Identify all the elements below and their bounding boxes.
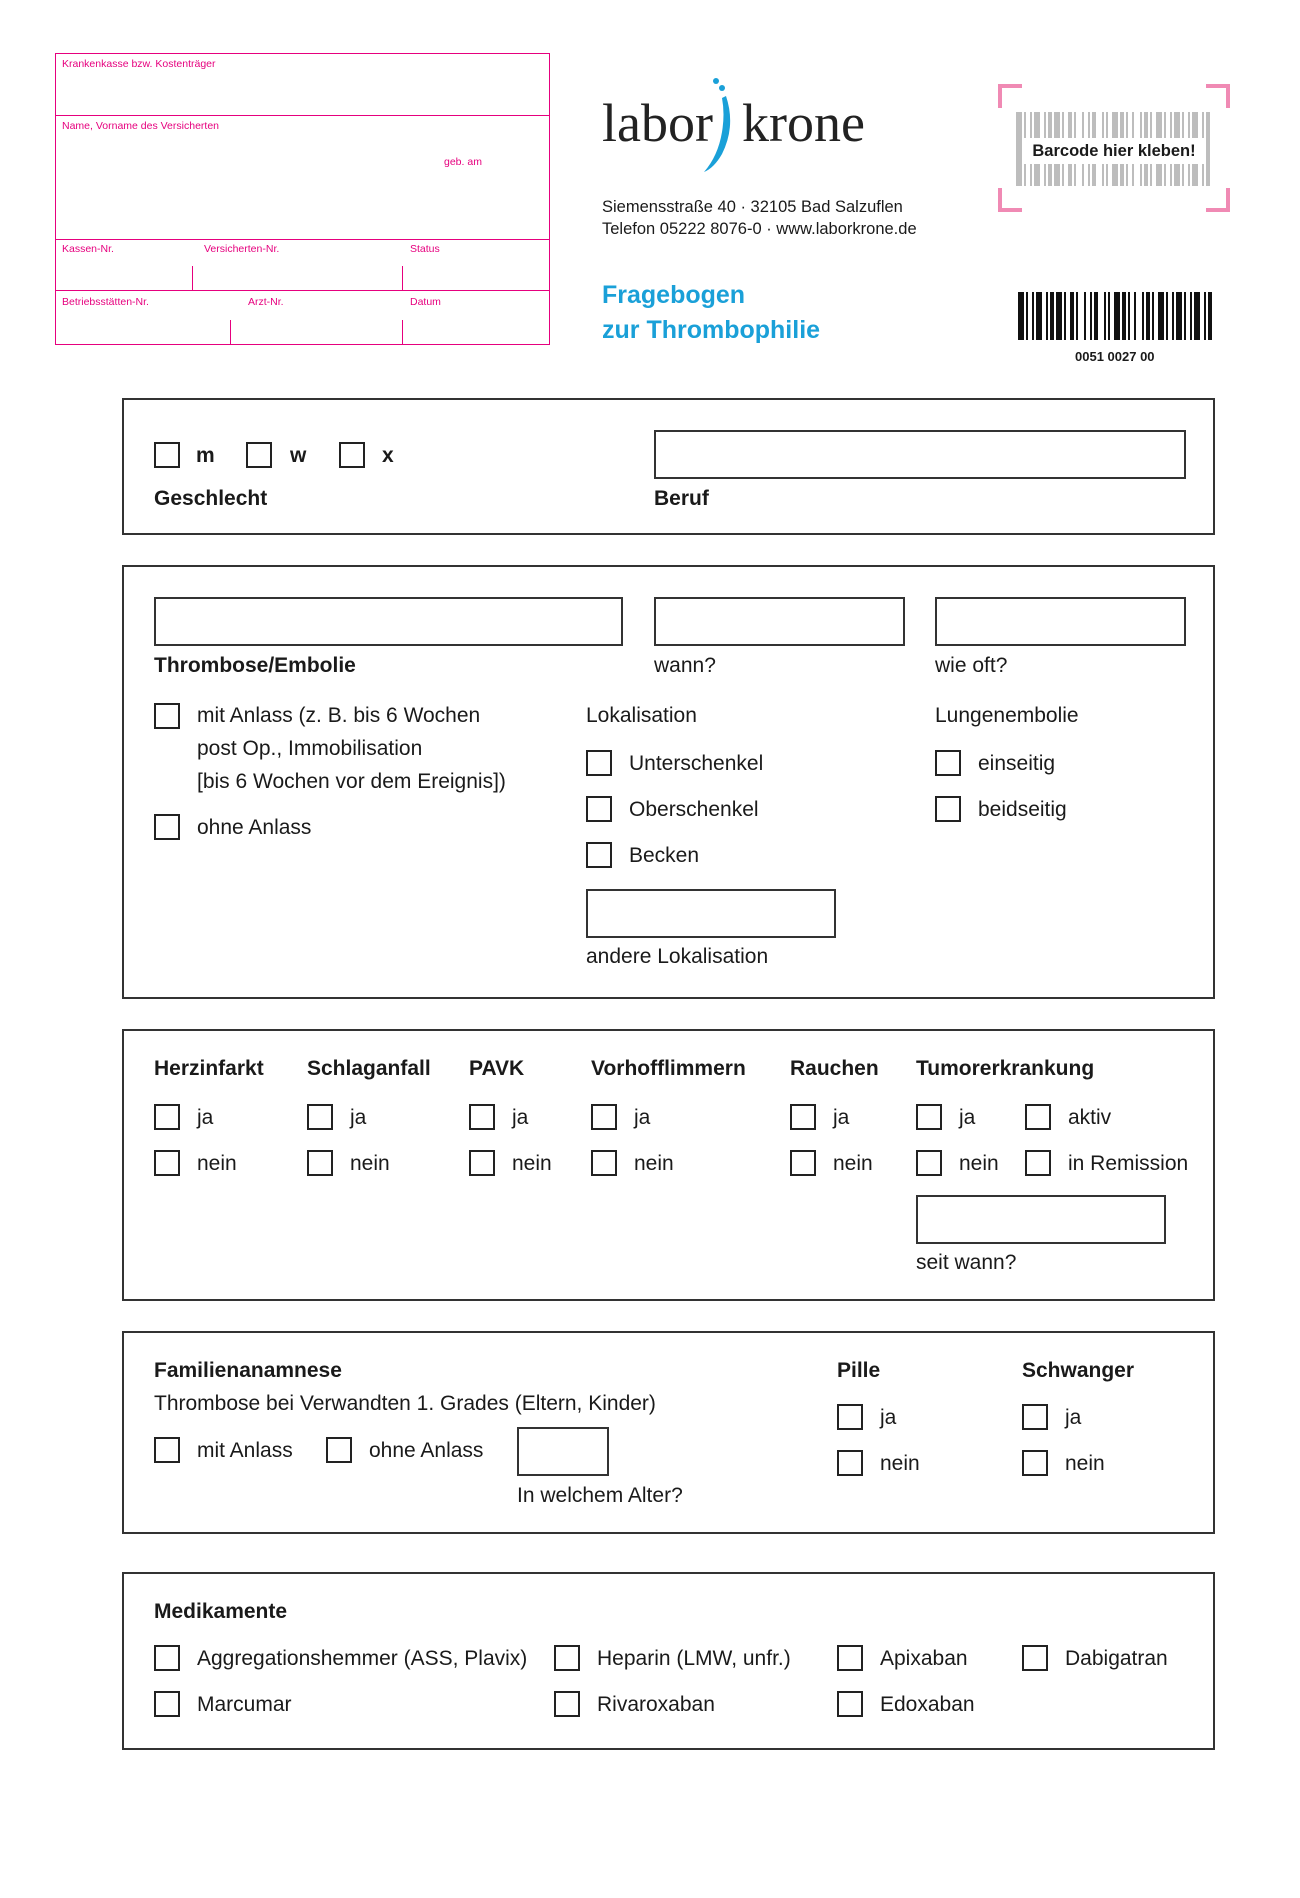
thrombose-input[interactable] — [154, 597, 623, 646]
unterschenkel-label: Unterschenkel — [629, 752, 764, 775]
checkbox-vorhofflimmern-nein[interactable] — [591, 1150, 617, 1176]
barcode-stripe — [1194, 292, 1200, 340]
checkbox-tumor-nein[interactable] — [916, 1150, 942, 1176]
lab-address: Siemensstraße 40 · 32105 Bad Salzuflen — [602, 198, 903, 216]
barcode-stripe — [1146, 292, 1150, 340]
checkbox-mit-anlass[interactable] — [154, 703, 180, 729]
familie-ohne-anlass-label: ohne Anlass — [369, 1439, 484, 1462]
corner-mark — [1206, 84, 1230, 108]
barcode-stripe — [1208, 292, 1212, 340]
barcode-stripe — [1172, 292, 1174, 340]
lungenembolie-label: Lungenembolie — [935, 704, 1079, 727]
insurance-form-block — [55, 53, 550, 345]
ja-label: ja — [350, 1106, 367, 1129]
checkbox-schlaganfall-ja[interactable] — [307, 1104, 333, 1130]
remission-label: in Remission — [1068, 1152, 1189, 1175]
barcode-stripe — [1036, 292, 1042, 340]
kassen-nr-label: Kassen-Nr. — [62, 243, 114, 255]
corner-mark — [1206, 188, 1230, 212]
nein-label: nein — [833, 1152, 873, 1175]
checkbox-schwanger-nein[interactable] — [1022, 1450, 1048, 1476]
thrombose-label: Thrombose/Embolie — [154, 654, 356, 677]
nein-label: nein — [880, 1452, 920, 1475]
checkbox-oberschenkel[interactable] — [586, 796, 612, 822]
divider — [56, 290, 549, 291]
barcode-stripe — [1070, 292, 1074, 340]
barcode-stripe — [1050, 292, 1054, 340]
barcode-stripe — [1142, 292, 1144, 340]
familie-label: Familienanamnese — [154, 1359, 342, 1382]
checkbox-rauchen-nein[interactable] — [790, 1150, 816, 1176]
nein-label: nein — [197, 1152, 237, 1175]
aggregationshemmer-label: Aggregationshemmer (ASS, Plavix) — [197, 1647, 528, 1670]
checkbox-pavk-nein[interactable] — [469, 1150, 495, 1176]
logo-swoosh-icon — [700, 76, 748, 176]
logo — [602, 93, 713, 153]
sticker-label: Barcode hier kleben! — [1032, 142, 1196, 160]
beidseitig-label: beidseitig — [978, 798, 1067, 821]
seit-wann-label: seit wann? — [916, 1251, 1017, 1274]
checkbox-pille-ja[interactable] — [837, 1404, 863, 1430]
barcode-stripe — [1016, 112, 1022, 186]
barcode-stripe — [1104, 292, 1106, 340]
barcode-stripe — [1152, 292, 1154, 340]
barcode-number: 0051 0027 00 — [1075, 349, 1155, 364]
arzt-nr-label: Arzt-Nr. — [248, 296, 284, 308]
checkbox-vorhofflimmern-ja[interactable] — [591, 1104, 617, 1130]
edoxaban-label: Edoxaban — [880, 1693, 975, 1716]
barcode-stripe — [1166, 292, 1168, 340]
checkbox-herzinfarkt-ja[interactable] — [154, 1104, 180, 1130]
ja-label: ja — [1065, 1406, 1082, 1429]
checkbox-schlaganfall-nein[interactable] — [307, 1150, 333, 1176]
barcode-icon — [1018, 292, 1214, 340]
barcode-stripe — [1076, 292, 1078, 340]
barcode-stripe — [1128, 292, 1130, 340]
barcode-stripe — [1206, 112, 1210, 186]
barcode-stripe — [1134, 292, 1136, 340]
mit-anlass-line3: [bis 6 Wochen vor dem Ereignis]) — [197, 770, 506, 793]
datum-label: Datum — [410, 296, 441, 308]
checkbox-m[interactable] — [154, 442, 180, 468]
tick — [230, 320, 231, 344]
mit-anlass-line2: post Op., Immobilisation — [197, 737, 423, 760]
nein-label: nein — [1065, 1452, 1105, 1475]
checkbox-x[interactable] — [339, 442, 365, 468]
checkbox-tumor-remission[interactable] — [1025, 1150, 1051, 1176]
barcode-stripe — [1122, 292, 1126, 340]
checkbox-familie-ohne-anlass[interactable] — [326, 1437, 352, 1463]
checkbox-w[interactable] — [246, 442, 272, 468]
status-label: Status — [410, 243, 440, 255]
nein-label: nein — [512, 1152, 552, 1175]
wann-input[interactable] — [654, 597, 905, 646]
rivaroxaban-label: Rivaroxaban — [597, 1693, 715, 1716]
wie-oft-label: wie oft? — [935, 654, 1008, 677]
mit-anlass-line1: mit Anlass (z. B. bis 6 Wochen — [197, 704, 481, 727]
beruf-input[interactable] — [654, 430, 1186, 479]
ja-label: ja — [833, 1106, 850, 1129]
checkbox-edoxaban[interactable] — [837, 1691, 863, 1717]
barcode-stripe — [1108, 292, 1110, 340]
sticker-label-bg — [1024, 138, 1204, 164]
familie-mit-anlass-label: mit Anlass — [197, 1439, 293, 1462]
nein-label: nein — [634, 1152, 674, 1175]
checkbox-heparin[interactable] — [554, 1645, 580, 1671]
medikamente-label: Medikamente — [154, 1600, 288, 1623]
einseitig-label: einseitig — [978, 752, 1056, 775]
form-title-line2: zur Thrombophilie — [602, 316, 821, 344]
checkbox-einseitig[interactable] — [935, 750, 961, 776]
name-label: Name, Vorname des Versicherten — [62, 120, 219, 132]
checkbox-pavk-ja[interactable] — [469, 1104, 495, 1130]
barcode-stripe — [1026, 292, 1028, 340]
ja-label: ja — [634, 1106, 651, 1129]
checkbox-rauchen-ja[interactable] — [790, 1104, 816, 1130]
ja-label: ja — [512, 1106, 529, 1129]
ja-label: ja — [880, 1406, 897, 1429]
beruf-label: Beruf — [654, 487, 709, 510]
nein-label: nein — [959, 1152, 999, 1175]
corner-mark — [998, 188, 1022, 212]
oberschenkel-label: Oberschenkel — [629, 798, 759, 821]
checkbox-marcumar[interactable] — [154, 1691, 180, 1717]
label-x: x — [382, 444, 394, 467]
checkbox-apixaban[interactable] — [837, 1645, 863, 1671]
checkbox-beidseitig[interactable] — [935, 796, 961, 822]
barcode-stripe — [1046, 292, 1048, 340]
tumor-label: Tumorerkrankung — [916, 1057, 1095, 1080]
becken-label: Becken — [629, 844, 700, 867]
logo-text-labor: labor — [602, 93, 713, 153]
checkbox-familie-mit-anlass[interactable] — [154, 1437, 180, 1463]
schlaganfall-label: Schlaganfall — [307, 1057, 431, 1080]
checkbox-aggregationshemmer[interactable] — [154, 1645, 180, 1671]
tick — [192, 266, 193, 290]
ja-label: ja — [197, 1106, 214, 1129]
checkbox-unterschenkel[interactable] — [586, 750, 612, 776]
versicherten-nr-label: Versicherten-Nr. — [204, 243, 280, 255]
andere-lokalisation-label: andere Lokalisation — [586, 945, 769, 968]
vorhofflimmern-label: Vorhofflimmern — [591, 1057, 746, 1080]
logo-text-krone: krone — [742, 93, 865, 153]
barcode-stripe — [1018, 292, 1024, 340]
seit-wann-input[interactable] — [916, 1195, 1166, 1244]
lab-phone: Telefon 05222 8076-0 · www.laborkrone.de — [602, 220, 917, 238]
wann-label: wann? — [654, 654, 716, 677]
nein-label: nein — [350, 1152, 390, 1175]
tick — [402, 266, 403, 290]
barcode-stripe — [1204, 292, 1206, 340]
checkbox-tumor-ja[interactable] — [916, 1104, 942, 1130]
corner-mark — [998, 84, 1022, 108]
pavk-label: PAVK — [469, 1057, 525, 1080]
geb-label: geb. am — [444, 156, 482, 168]
kasse-label: Krankenkasse bzw. Kostenträger — [62, 58, 216, 70]
herzinfarkt-label: Herzinfarkt — [154, 1057, 264, 1080]
apixaban-label: Apixaban — [880, 1647, 968, 1670]
barcode-stripe — [1056, 292, 1062, 340]
barcode-stripe — [1032, 292, 1034, 340]
lokalisation-label: Lokalisation — [586, 704, 697, 727]
barcode-stripe — [1084, 292, 1086, 340]
alter-label: In welchem Alter? — [517, 1484, 683, 1507]
checkbox-herzinfarkt-nein[interactable] — [154, 1150, 180, 1176]
heparin-label: Heparin (LMW, unfr.) — [597, 1647, 791, 1670]
andere-lokalisation-input[interactable] — [586, 889, 836, 938]
wie-oft-input[interactable] — [935, 597, 1186, 646]
label-w: w — [290, 444, 307, 467]
dabigatran-label: Dabigatran — [1065, 1647, 1168, 1670]
schwanger-label: Schwanger — [1022, 1359, 1135, 1382]
marcumar-label: Marcumar — [197, 1693, 292, 1716]
ohne-anlass-label: ohne Anlass — [197, 816, 312, 839]
checkbox-ohne-anlass[interactable] — [154, 814, 180, 840]
divider — [56, 115, 549, 116]
ja-label: ja — [959, 1106, 976, 1129]
barcode-stripe — [1184, 292, 1186, 340]
checkbox-rivaroxaban[interactable] — [554, 1691, 580, 1717]
barcode-stripe — [1064, 292, 1066, 340]
checkbox-becken[interactable] — [586, 842, 612, 868]
alter-input[interactable] — [517, 1427, 609, 1476]
barcode-stripe — [1158, 292, 1164, 340]
tick — [402, 320, 403, 344]
barcode-stripe — [1190, 292, 1192, 340]
rauchen-label: Rauchen — [790, 1057, 879, 1080]
barcode-stripe — [1090, 292, 1092, 340]
label-m: m — [196, 444, 215, 467]
checkbox-tumor-aktiv[interactable] — [1025, 1104, 1051, 1130]
form-title-line1: Fragebogen — [602, 281, 746, 309]
checkbox-pille-nein[interactable] — [837, 1450, 863, 1476]
barcode-sticker-area — [998, 84, 1230, 212]
barcode-stripe — [1176, 292, 1182, 340]
pille-label: Pille — [837, 1359, 881, 1382]
verwandte-label: Thrombose bei Verwandten 1. Grades (Eltern, Kinder) — [154, 1392, 656, 1415]
checkbox-schwanger-ja[interactable] — [1022, 1404, 1048, 1430]
betriebsstaetten-nr-label: Betriebsstätten-Nr. — [62, 296, 149, 308]
barcode-stripe — [1094, 292, 1098, 340]
checkbox-dabigatran[interactable] — [1022, 1645, 1048, 1671]
aktiv-label: aktiv — [1068, 1106, 1112, 1129]
divider — [56, 239, 549, 240]
barcode-stripe — [1114, 292, 1120, 340]
geschlecht-label: Geschlecht — [154, 487, 268, 510]
